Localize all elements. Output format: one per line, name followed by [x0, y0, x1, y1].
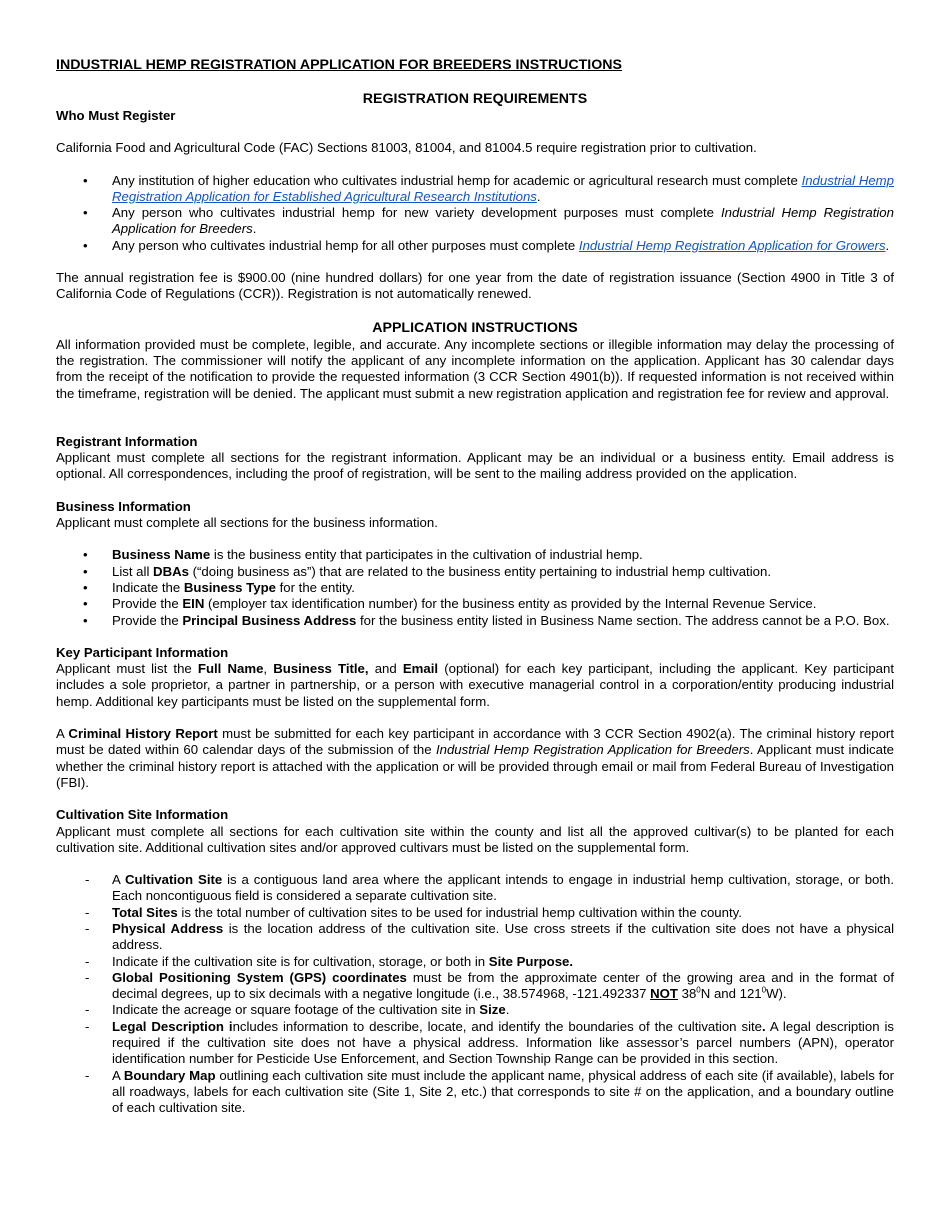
- document-content: [56, 56, 894, 1117]
- list-item: • Provide the EIN (employer tax identification number) for the business entity as provided by the Internal Revenue Service.: [56, 596, 894, 612]
- research-institutions-application-link[interactable]: Industrial Hemp Registration Application for Established Agricultural Research Institutions: [112, 172, 894, 204]
- list-item: • Any institution of higher education who cultivates industrial hemp for academic or agricultural research must complete Industrial Hemp Registration Application for Established Agricultural Research Institutions.: [56, 173, 894, 206]
- key-participant-text: Applicant must list the Full Name, Business Title, and Email (optional) for each key participant, including the applicant. Key participant includes a sole proprietor, a partner in partnership, or a person with executive managerial control in a corporation/entity producing industrial hemp. Additional key participants must be listed on the supplemental form.: [56, 661, 894, 709]
- list-item: • Provide the Principal Business Address for the business entity listed in Business Name section. The address cannot be a P.O. Box.: [56, 613, 894, 629]
- list-item: • Business Name is the business entity that participates in the cultivation of industrial hemp.: [56, 547, 894, 563]
- growers-application-link[interactable]: Industrial Hemp Registration Application for Growers: [578, 237, 886, 253]
- breeders-application-name: Industrial Hemp Registration Application for Breeders: [112, 205, 894, 237]
- list-item: - Legal Description includes information to describe, locate, and identify the boundaries of the cultivation site. A legal description is required if the cultivation site does not have a physical address. Information like assessor’s parcel numbers (APN), operator identification number for Pesticide Use Enforcement, and Section Township Range can be provided in this section.: [56, 1019, 894, 1068]
- list-item: - A Cultivation Site is a contiguous land area where the applicant intends to engage in industrial hemp cultivation, storage, or both. Each noncontiguous field is considered a separate cultivation site.: [56, 872, 894, 905]
- cultivation-site-list: [56, 872, 894, 1116]
- list-item: • Indicate the Business Type for the entity.: [56, 580, 894, 596]
- list-item: - Indicate the acreage or square footage of the cultivation site in Size.: [56, 1002, 894, 1018]
- registration-intro: California Food and Agricultural Code (FAC) Sections 81003, 81004, and 81004.5 require registration prior to cultivation.: [56, 140, 757, 156]
- document-title: INDUSTRIAL HEMP REGISTRATION APPLICATION FOR BREEDERS INSTRUCTIONS: [56, 57, 622, 73]
- cultivation-site-heading: Cultivation Site Information: [56, 807, 229, 823]
- registrant-information-text: Applicant must complete all sections for the registrant information. Applicant may be an individual or a business entity. Email address is optional. All correspondences, including the proof of registration, will be sent to the mailing address provided on the application.: [56, 450, 894, 482]
- list-item: - Global Positioning System (GPS) coordinates must be from the approximate center of the growing area and in the format of decimal degrees, up to six decimals with a negative longitude (i.e., 38.574968, -121.492337 NOT $38^0N$ and $121^0W$).: [56, 970, 894, 1003]
- list-item: - Total Sites is the total number of cultivation sites to be used for industrial hemp cultivation within the county.: [56, 905, 894, 921]
- key-participant-heading: Key Participant Information: [56, 644, 229, 660]
- list-item: - A Boundary Map outlining each cultivation site must include the applicant name, physical address of each site (if available), labels for all roadways, labels for each cultivation site (Site 1, Site 2, etc.) that corresponds to site # on the application, and a boundary outline of each cultivation site.: [56, 1068, 894, 1117]
- who-must-register-list: [56, 173, 894, 254]
- application-instructions-heading: APPLICATION INSTRUCTIONS: [372, 319, 578, 336]
- list-item: • Any person who cultivates industrial hemp for new variety development purposes must complete Industrial Hemp Registration Application for Breeders.: [56, 205, 894, 238]
- business-information-list: [56, 547, 894, 628]
- registration-requirements-heading: REGISTRATION REQUIREMENTS: [362, 91, 588, 107]
- business-information-heading: Business Information: [56, 498, 191, 514]
- registration-fee-text: The annual registration fee is $900.00 (nine hundred dollars) for one year from the date of registration issuance (Section 4900 in Title 3 of California Code of Regulations (CCR)). Registration is not automatically renewed.: [56, 270, 894, 302]
- registrant-information-heading: Registrant Information: [56, 433, 198, 449]
- list-item: - Indicate if the cultivation site is for cultivation, storage, or both in Site Purpose.: [56, 954, 894, 970]
- business-information-intro: Applicant must complete all sections for the business information.: [56, 515, 438, 531]
- list-item: • List all DBAs (“doing business as”) that are related to the business entity pertaining to industrial hemp cultivation.: [56, 564, 894, 580]
- list-item: • Any person who cultivates industrial hemp for all other purposes must complete Industrial Hemp Registration Application for Growers.: [56, 238, 894, 254]
- cultivation-site-intro: Applicant must complete all sections for each cultivation site within the county and list all the approved cultivar(s) to be planted for each cultivation site. Additional cultivation sites and/or approved cultivars must be listed on the supplemental form.: [56, 823, 894, 855]
- list-item: - Physical Address is the location address of the cultivation site. Use cross streets if the cultivation site does not have a physical address.: [56, 921, 894, 954]
- who-must-register-heading: Who Must Register: [56, 108, 176, 123]
- application-instructions-text: All information provided must be complete, legible, and accurate. Any incomplete sections or illegible information may delay the processing of the registration. The commissioner will notify the applicant of any incomplete information on the application. Applicant has 30 calendar days from the receipt of the notification to provide the requested information (3 CCR Section 4901(b)). If requested information is not received within the timeframe, registration will be denied. The applicant must submit a new registration application and registration fee for review and approval.: [56, 336, 894, 401]
- criminal-history-text: A Criminal History Report must be submitted for each key participant in accordance with 3 CCR Section 4902(a). The criminal history report must be dated within 60 calendar days of the submission of the Industrial Hemp Registration Application for Breeders. Applicant must indicate whether the criminal history report is attached with the application or will be provided through email or mail from Federal Bureau of Investigation (FBI).: [56, 726, 894, 790]
